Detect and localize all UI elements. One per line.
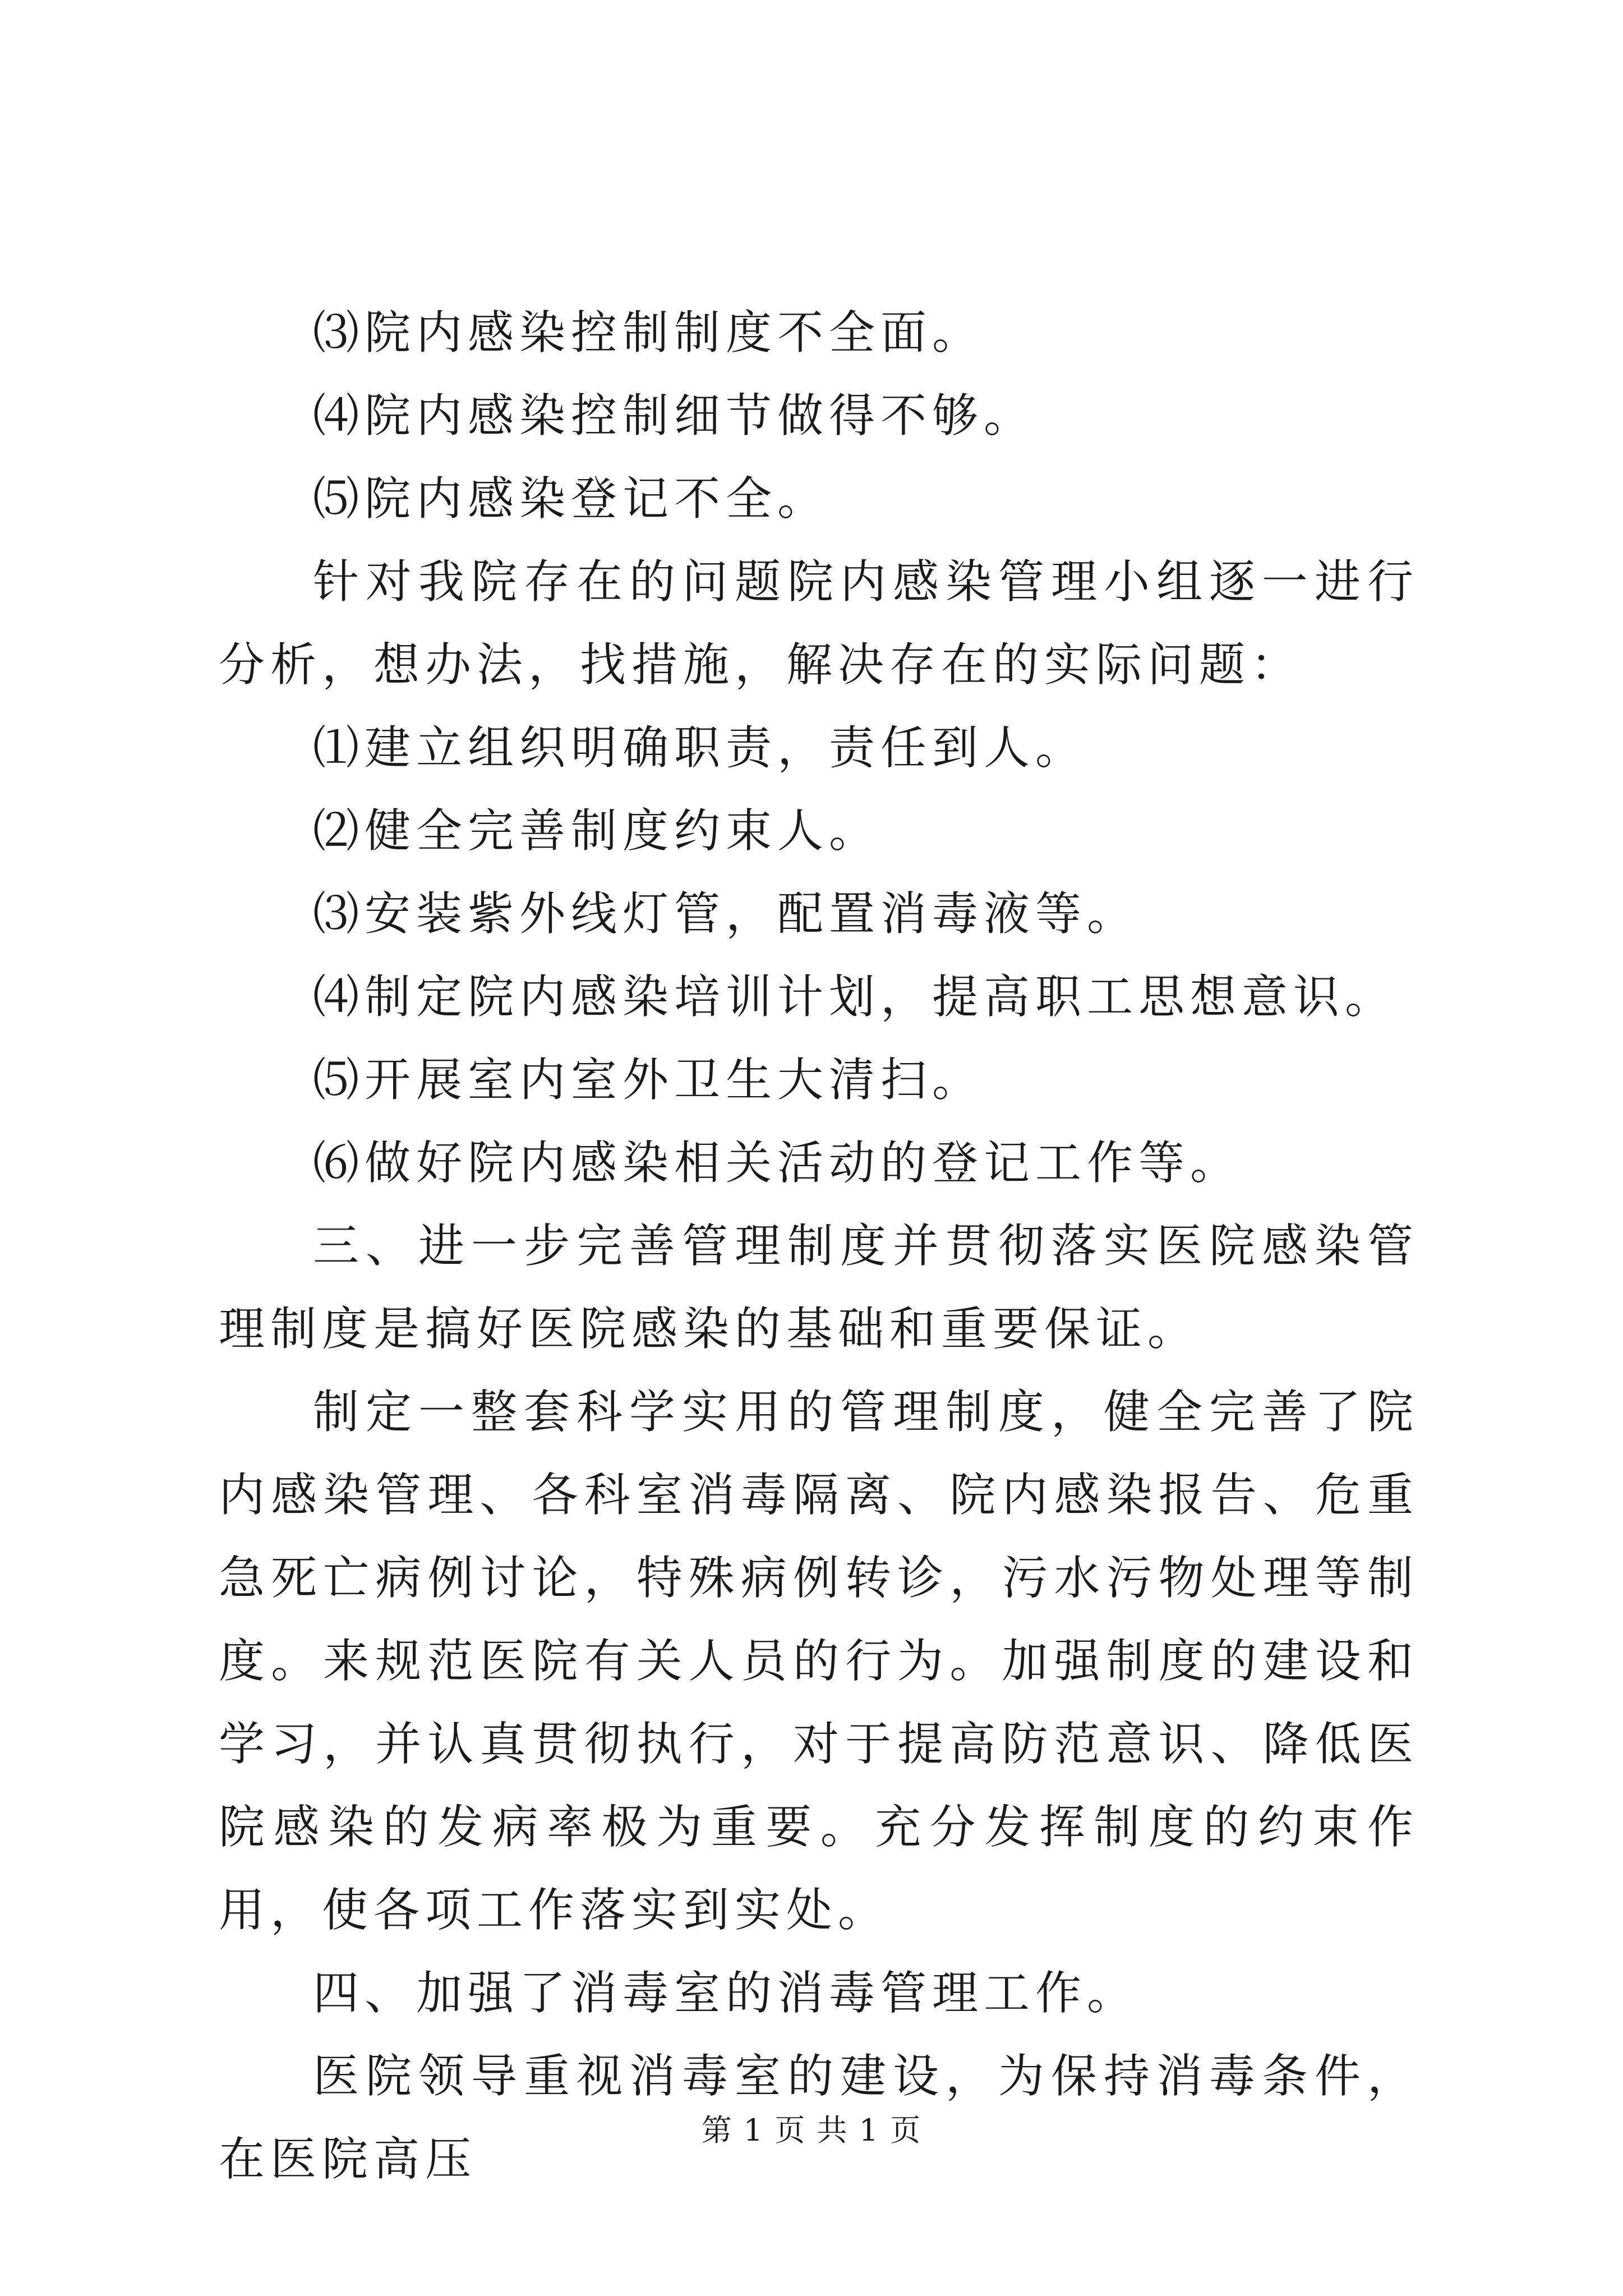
list-item-measure-2: ⑵健全完善制度约束人。 [313, 804, 881, 858]
document-body [219, 292, 1419, 2201]
list-item-measure-6: ⑹做好院内感染相关活动的登记工作等。 [313, 1137, 1242, 1190]
page-footer: 第 1 页 共 1 页 [701, 2113, 922, 2148]
list-item-measure-1: ⑴建立组织明确职责，责任到人。 [313, 721, 1087, 775]
section-heading-3: 三、进一步完善管理制度并贯彻落实医院感染管理制度是搞好医院感染的基础和重要保证。 [219, 1220, 1419, 1356]
list-item-problem-3: ⑶院内感染控制制度不全面。 [313, 306, 984, 360]
section-heading-4: 四、加强了消毒室的消毒管理工作。 [313, 1967, 1139, 2020]
list-item-measure-4: ⑷制定院内感染培训计划，提高职工思想意识。 [313, 970, 1397, 1024]
list-item-problem-4: ⑷院内感染控制细节做得不够。 [313, 389, 1036, 443]
list-item-problem-5: ⑸院内感染登记不全。 [313, 472, 829, 526]
paragraph-analysis-intro: 针对我院存在的问题院内感染管理小组逐一进行分析，想办法，找措施，解决存在的实际问题： [219, 555, 1419, 692]
list-item-measure-5: ⑸开展室内室外卫生大清扫。 [313, 1053, 984, 1107]
list-item-measure-3: ⑶安装紫外线灯管，配置消毒液等。 [313, 887, 1139, 941]
paragraph-management-system: 制定一整套科学实用的管理制度，健全完善了院内感染管理、各科室消毒隔离、院内感染报告、危重急死亡病例讨论，特殊病例转诊，污水污物处理等制度。来规范医院有关人员的行为。加强制度的建设和学习，并认真贯彻执行，对于提高防范意识、降低医院感染的发病率极为重要。充分发挥制度的约束作用，使各项工作落实到实处。 [219, 1386, 1419, 1937]
paragraph-disinfection-room: 医院领导重视消毒室的建设，为保持消毒条件，在医院高压 [219, 2050, 1419, 2186]
